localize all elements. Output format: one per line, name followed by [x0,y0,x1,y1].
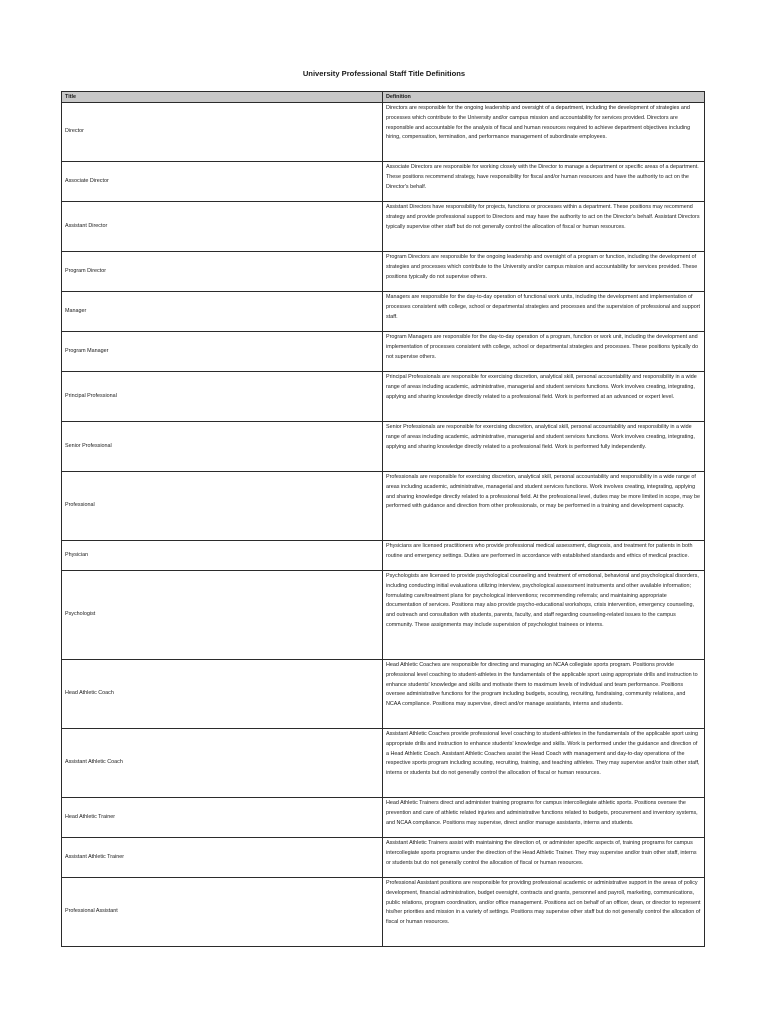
definitions-table [61,91,705,947]
row-definition: Associate Directors are responsible for working closely with the Director to manage a department or specific areas of a department. These positions recommend strategy, have responsibility for fiscal and/or human resources and have the authority to act on the Director's behalf. [383,162,705,202]
row-definition: Assistant Directors have responsibility for projects, functions or processes within a department. These positions may recommend strategy and provide professional support to Directors and may have the authority to act on the Director's behalf. Assistant Directors typically supervise other staff but do not generally control the allocation of fiscal or human resources. [383,202,705,252]
table-row [62,571,705,660]
table-row [62,202,705,252]
table-row [62,472,705,541]
table-row [62,162,705,202]
column-header-definition: Definition [383,92,705,103]
row-definition: Program Managers are responsible for the day-to-day operation of a program, function or work unit, including the development and implementation of processes consistent with college, school or departmental strategies and processes. These positions typically do not supervise others. [383,332,705,372]
table-row [62,660,705,729]
row-title: Assistant Athletic Coach [62,729,383,798]
table-row [62,332,705,372]
table-row [62,252,705,292]
row-definition: Professionals are responsible for exercising discretion, analytical skill, personal accountability and responsibility in a wide range of areas including academic, administrative, managerial and student services functions. Work involves creating, integrating, applying and sharing knowledge directly related to a professional field. At the professional level, duties may be more limited in scope, may be performed with guidance and direction from other professionals, or may be performed in a training and development capacity. [383,472,705,541]
table-row [62,372,705,422]
table-header-row [62,92,705,103]
row-title: Assistant Athletic Trainer [62,838,383,878]
row-title: Director [62,103,383,162]
table-row [62,422,705,472]
row-title: Physician [62,541,383,571]
table-row [62,838,705,878]
page-title: University Professional Staff Title Definitions [302,69,466,78]
row-definition: Senior Professionals are responsible for exercising discretion, analytical skill, personal accountability and responsibility in a wide range of areas including academic, administrative, managerial and student services functions. Work involves creating, integrating, applying and sharing knowledge directly related to a professional field. Work is performed fully independently. [383,422,705,472]
row-title: Manager [62,292,383,332]
row-definition: Assistant Athletic Trainers assist with maintaining the direction of, or administer specific aspects of, training programs for campus intercollegiate sports programs under the direction of the Head Athletic Trainer. They may supervise and/or train other staff, interns or students but do not generally control the allocation of fiscal or human resources. [383,838,705,878]
column-header-title: Title [62,92,383,103]
table-row [62,103,705,162]
row-title: Associate Director [62,162,383,202]
table-row [62,292,705,332]
table-row [62,541,705,571]
row-title: Program Director [62,252,383,292]
row-title: Psychologist [62,571,383,660]
row-definition: Principal Professionals are responsible for exercising discretion, analytical skill, personal accountability and responsibility in a wide range of areas including academic, administrative, managerial and student services functions. Work involves creating, integrating, applying and sharing knowledge directly related to a professional field. Work is performed at an advanced or expert level. [383,372,705,422]
row-definition: Assistant Athletic Coaches provide professional level coaching to student-athletes in the fundamentals of the applicable sport using appropriate drills and instruction to enhance students' knowledge and skills. Work is performed under the guidance and direction of a Head Athletic Coach. Assistant Athletic Coaches assist the Head Coach with management and day-to-day operations of the respective sports program including scouting, recruiting, training, and teaching athletes. They may supervise and/or train other staff, interns or students but do not generally control the allocation of fiscal or human resources. [383,729,705,798]
row-title: Head Athletic Coach [62,660,383,729]
row-title: Professional Assistant [62,878,383,947]
row-definition: Professional Assistant positions are responsible for providing professional academic or administrative support in the areas of policy development, financial administration, budget oversight, contracts and grants, personnel and payroll, marketing, communications, public relations, program coordination, and/or office management. Positions act on behalf of an officer, dean, or director to represent his/her priorities and mission in a variety of settings. Positions may supervise other staff but do not generally control the allocation of fiscal or human resources. [383,878,705,947]
row-definition: Physicians are licensed practitioners who provide professional medical assessment, diagnosis, and treatment for patients in both routine and emergency settings. Duties are performed in accordance with established standards and ethics of medical practice. [383,541,705,571]
row-title: Principal Professional [62,372,383,422]
row-definition: Directors are responsible for the ongoing leadership and oversight of a department, including the development of strategies and processes which contribute to the University and/or campus mission and accountability for services provided. Directors are responsible and accountable for the analysis of fiscal and human resources required to achieve department objectives including hiring, compensation, termination, and performance management of subordinate employees. [383,103,705,162]
table-row [62,878,705,947]
table-row [62,798,705,838]
table-row [62,729,705,798]
row-title: Professional [62,472,383,541]
row-title: Program Manager [62,332,383,372]
row-definition: Head Athletic Coaches are responsible for directing and managing an NCAA collegiate sports program. Positions provide professional level coaching to student-athletes in the fundamentals of the applicable sport using appropriate drills and instruction to enhance students' knowledge and skills and motivate them to maximum levels of individual and team performance. Positions oversee administrative functions for the program including budgets, scouting, recruiting, fundraising, community relations, and NCAA compliance. Positions may supervise, direct and/or manage assistants, interns and students. [383,660,705,729]
row-definition: Managers are responsible for the day-to-day operation of functional work units, including the development and implementation of processes consistent with college, school or departmental strategies and processes and the supervision of professional and support staff. [383,292,705,332]
row-definition: Psychologists are licensed to provide psychological counseling and treatment of emotional, behavioral and psychological disorders, including conducting initial evaluations utilizing interview, psychological assessment instruments and other available information; formulating care/treatment plans for psychological interventions; recommending referrals; and maintaining appropriate documentation of services. Positions may also provide psycho-educational workshops, crisis intervention, emergency counseling, and outreach and consultation with students, parents, faculty, and staff regarding counseling-related issues to the campus community. These assignments may include supervision of psychologist trainees or interns. [383,571,705,660]
row-definition: Program Directors are responsible for the ongoing leadership and oversight of a program or function, including the development of strategies and processes which contribute to the University and/or campus mission and accountability for services provided. These positions typically do not supervise others. [383,252,705,292]
row-title: Assistant Director [62,202,383,252]
row-definition: Head Athletic Trainers direct and administer training programs for campus intercollegiate athletic sports. Positions oversee the prevention and care of athletic related injuries and administrative functions related to budgets, procurement and inventory systems, and NCAA compliance. Positions may supervise, direct and/or manage assistants, interns and students. [383,798,705,838]
row-title: Head Athletic Trainer [62,798,383,838]
row-title: Senior Professional [62,422,383,472]
